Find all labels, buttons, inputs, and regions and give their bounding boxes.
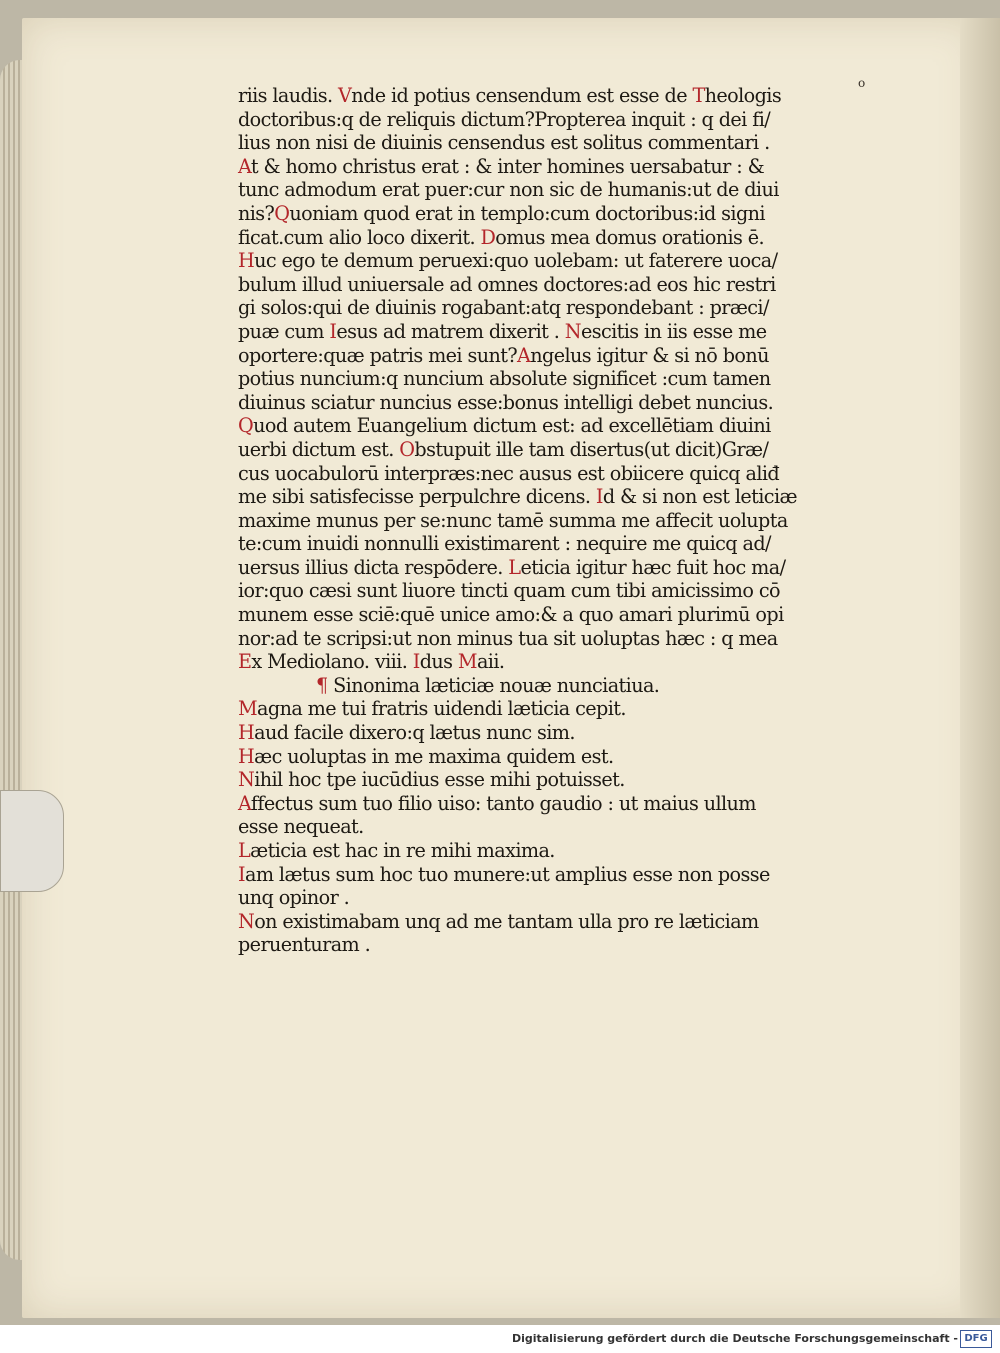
folio-mark: o	[858, 76, 866, 90]
line-text: nis?	[238, 201, 275, 225]
text-line	[238, 556, 888, 580]
text-line	[238, 320, 888, 344]
line-text: nor:ad te scripsi:ut non minus tua sit uoluptas hæc : q mea	[238, 626, 778, 650]
line-text: ffectus sum tuo filio uiso: tanto gaudio : ut maius ullum	[250, 791, 756, 815]
line-text: uc ego te demum peruexi:quo uolebam: ut faterere uoca/	[254, 249, 778, 273]
rubricated-initial: D	[480, 225, 496, 249]
line-text: peruenturam .	[238, 933, 371, 957]
text-line	[238, 296, 888, 320]
text-line	[238, 202, 888, 226]
text-line	[238, 226, 888, 250]
line-text: nde id potius censendum est esse de	[351, 84, 693, 107]
rubricated-initial: A	[517, 343, 531, 367]
text-line	[238, 815, 888, 839]
footer-credit: Digitalisierung gefördert durch die Deutsche Forschungsgemeinschaft -	[511, 1332, 958, 1345]
line-text: gi solos:qui de diuinis rogabant:atq respondebant : præci/	[238, 296, 769, 320]
line-text: ihil hoc tpe iucūdius esse mihi potuisset.	[254, 768, 625, 792]
text-line	[238, 886, 888, 910]
line-text: riis laudis.	[238, 84, 338, 107]
line-text: d & si non est leticiæ	[602, 485, 797, 509]
line-text: on existimabam unq ad me tantam ulla pro re læticiam	[254, 909, 759, 933]
rubricated-initial: L	[508, 555, 521, 579]
text-line	[238, 485, 888, 509]
line-text: uoniam quod erat in templo:cum doctoribus:id signi	[289, 201, 765, 225]
text-line	[238, 603, 888, 627]
text-line	[238, 839, 888, 863]
line-text: oportere:quæ patris mei sunt?	[238, 343, 518, 367]
rubricated-initial: A	[238, 154, 251, 178]
rubricated-initial: V	[338, 84, 352, 107]
text-line	[238, 344, 888, 368]
line-text: tunc admodum erat puer:cur non sic de humanis:ut de diui	[238, 178, 779, 202]
rubricated-initial: M	[238, 697, 258, 721]
rubricated-initial: H	[238, 721, 255, 745]
line-text: agna me tui fratris uidendi læticia cepit.	[257, 697, 626, 721]
rubricated-initial: M	[457, 650, 477, 674]
text-line	[238, 674, 888, 698]
text-line	[238, 414, 888, 438]
line-text: ngelus igitur & si nō bonū	[530, 343, 769, 367]
line-text: te:cum inuidi nonnulli existimarent : nequire me quicq ad/	[238, 532, 771, 556]
text-line	[238, 933, 888, 957]
text-line	[238, 367, 888, 391]
line-text: eticia igitur hæc fuit hoc ma/	[520, 555, 786, 579]
text-line	[238, 108, 888, 132]
rubricated-initial: I	[412, 650, 420, 674]
line-text: æc uoluptas in me maxima quidem est.	[254, 744, 614, 768]
line-text: potius nuncium:q nuncium absolute significet :cum tamen	[238, 367, 771, 391]
line-text: æticia est hac in re mihi maxima.	[250, 839, 555, 862]
footer-bar	[0, 1325, 1000, 1353]
text-line	[238, 697, 888, 721]
line-text: t & homo christus erat : & inter homines uersabatur : &	[250, 154, 765, 178]
rubricated-initial: H	[238, 744, 255, 768]
line-text: doctoribus:q de reliquis dictum?Propterea inquit : q dei fi/	[238, 107, 771, 131]
text-line	[238, 131, 888, 155]
book-clamp	[0, 790, 64, 892]
rubricated-initial: ¶	[316, 673, 334, 697]
line-text: uod autem Euangelium dictum est: ad excellētiam diuini	[253, 414, 771, 438]
text-line	[238, 273, 888, 297]
text-line	[238, 391, 888, 415]
line-text: aii.	[476, 650, 505, 674]
text-line	[238, 768, 888, 792]
line-text: me sibi satisfecisse perpulchre dicens.	[238, 485, 596, 509]
line-text: esse nequeat.	[238, 815, 364, 839]
text-line	[238, 509, 888, 533]
text-line	[238, 249, 888, 273]
dfg-logo: DFG	[960, 1330, 992, 1348]
rubricated-initial: A	[238, 791, 251, 815]
rubricated-initial: N	[564, 319, 581, 343]
line-text: maxime munus per se:nunc tamē summa me affecit uolupta	[238, 508, 788, 532]
text-line	[238, 84, 888, 108]
rubricated-initial: E	[238, 650, 252, 674]
line-text: omus mea domus orationis ē.	[495, 225, 765, 249]
line-text: diuinus sciatur nuncius esse:bonus intelligi debet nuncius.	[238, 390, 774, 414]
line-text: escitis in iis esse me	[580, 319, 767, 343]
rubricated-initial: Q	[274, 201, 290, 225]
rubricated-initial: Q	[238, 414, 254, 438]
line-text: cus uocabulorū interpræs:nec ausus est obiicere quicq aliđ	[238, 461, 780, 485]
rubricated-initial: T	[692, 84, 705, 107]
line-text: aud facile dixero:q lætus nunc sim.	[254, 721, 575, 745]
text-line	[238, 863, 888, 887]
line-text: uerbi dictum est.	[238, 437, 400, 461]
line-text: esus ad matrem dixerit .	[336, 319, 565, 343]
rubricated-initial: O	[399, 437, 415, 461]
text-block	[238, 84, 888, 957]
line-text: am lætus sum hoc tuo munere:ut amplius esse non posse	[244, 862, 770, 886]
line-text: heologis	[704, 84, 782, 107]
rubricated-initial: I	[595, 485, 603, 509]
line-text: ficat.cum alio loco dixerit.	[238, 225, 481, 249]
text-line	[238, 532, 888, 556]
line-text: x Mediolano. viii.	[251, 650, 413, 674]
line-text: dus	[419, 650, 458, 674]
line-text: munem esse sciē:quē unice amo:& a quo amari plurimū opi	[238, 603, 784, 627]
text-line	[238, 910, 888, 934]
text-line	[238, 745, 888, 769]
line-text: puæ cum	[238, 319, 330, 343]
rubricated-initial: N	[238, 909, 255, 933]
line-text: bulum illud uniuersale ad omnes doctores:ad eos hic restri	[238, 272, 776, 296]
line-text: uersus illius dicta respōdere.	[238, 555, 509, 579]
text-line	[238, 579, 888, 603]
text-line	[238, 792, 888, 816]
page-right-edge	[960, 18, 1000, 1318]
rubricated-initial: I	[329, 319, 337, 343]
line-text: Sinonima læticiæ nouæ nunciatiua.	[333, 673, 660, 697]
rubricated-initial: I	[238, 862, 245, 886]
text-line	[238, 721, 888, 745]
rubricated-initial: H	[238, 249, 255, 273]
text-line	[238, 462, 888, 486]
text-line	[238, 155, 888, 179]
text-line	[238, 650, 888, 674]
line-text: bstupuit ille tam disertus(ut dicit)Græ/	[414, 437, 769, 461]
text-line	[238, 438, 888, 462]
rubricated-initial: L	[238, 839, 251, 862]
line-text: lius non nisi de diuinis censendus est solitus commentari .	[238, 131, 770, 155]
text-line	[238, 627, 888, 651]
line-text: unq opinor .	[238, 886, 350, 910]
line-text: ior:quo cæsi sunt liuore tincti quam cum tibi amicissimo cō	[238, 579, 780, 603]
text-line	[238, 178, 888, 202]
rubricated-initial: N	[238, 768, 255, 792]
